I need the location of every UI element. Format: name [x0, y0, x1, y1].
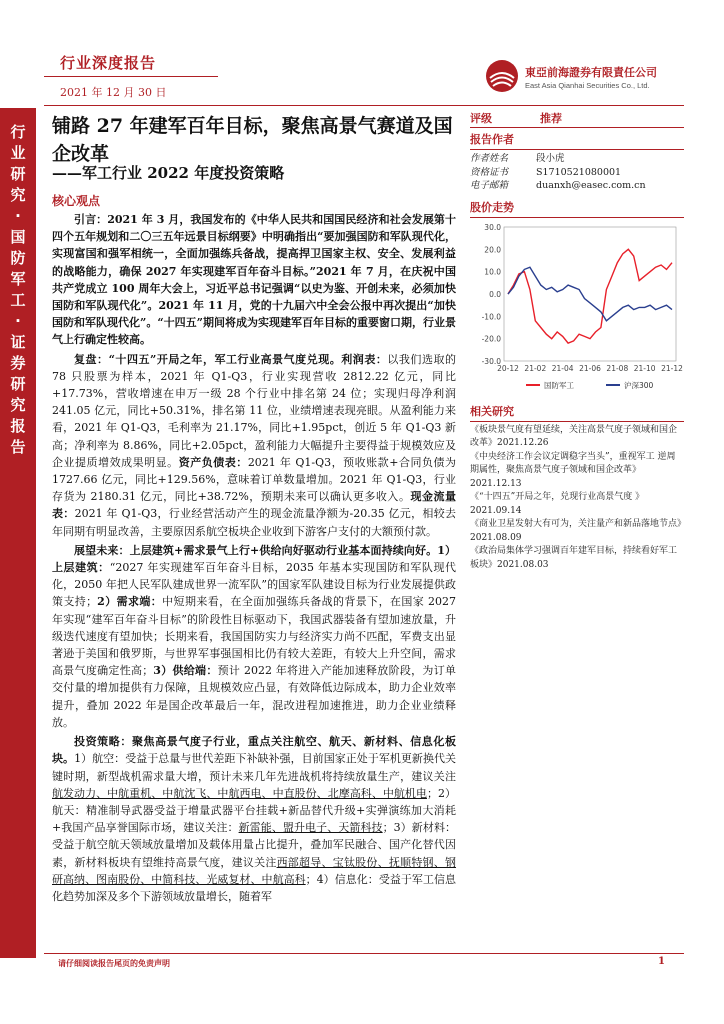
aerospace-text: ；2）航天：精准制导武器受益于增量武器平台挂载+新品替代升级+实弹演练加大消耗+我国产品享誉国际市场，建议关注：	[52, 786, 456, 835]
strategy-paragraph	[52, 733, 456, 905]
sidebar-char: 防	[10, 249, 26, 267]
author-info	[470, 150, 684, 193]
y-tick-label: 10.0	[484, 267, 501, 277]
report-title: 铺路 27 年建军百年目标，聚焦高景气赛道及国企改革	[52, 115, 453, 165]
stock-chart	[470, 221, 684, 400]
x-tick-label: 21-12	[661, 363, 683, 373]
supply-text: 预计 2022 年将进入产能加速释放阶段，为订单交付量的增加提供有力保障，且规模效应凸显，有效降低边际成本，助力企业效率提升，叠加 2022 年是国企改革最后一年，混改进程加速推进，助力企业业绩释放。	[52, 664, 456, 729]
company-name-cn: 東亞前海證券有限責任公司	[525, 66, 657, 79]
report-type-tag: 行业深度报告	[60, 54, 157, 72]
series-line-defense	[508, 249, 672, 343]
related-list	[470, 424, 684, 573]
author-name-row	[470, 152, 684, 166]
main-body	[52, 211, 456, 907]
header-divider	[44, 76, 218, 77]
author-email-link[interactable]: duanxh@easec.com.cn	[536, 180, 646, 191]
sidebar-char: 研	[10, 165, 26, 183]
y-tick-label: -30.0	[481, 356, 501, 366]
related-item[interactable]: 《板块景气度有望延续，关注高景气度子领域和国企改革》2021.12.26	[470, 424, 678, 448]
sidebar-char: 行	[10, 123, 26, 141]
report-subtitle: ——军工行业 2022 年度投资策略	[52, 164, 285, 182]
income-text: 以我们选取的 78 只股票为样本，2021 年 Q1-Q3，行业实现营收 2812.22 亿元，同比+17.73%，营收增速在申万一级 28 个行业中排名第 24 位；实现归母净利润 241.05 亿元，同比+50.31%，排名第 11 位，业绩增速表现亮眼。从盈利能力来看，2021 年 Q1-Q3，毛利率为 21.17%，同比+1.95pct，创近 5 年 Q1-Q3 新高；净利率为 8.86%，同比+2.05pct，盈利能力大幅提升主要得益于规模效应及企业提质增效成果明显。	[52, 352, 457, 469]
sidebar-char: 证	[10, 333, 26, 351]
y-tick-label: 20.0	[484, 244, 501, 254]
footer-rule	[44, 953, 684, 954]
aviation-text: 1）航空：受益于总量与世代差距下补缺补强，目前国家正处于军机更新换代关键时期，新型战机需求量大增，预计未来几年先进战机将持续放量生产，建议关注	[52, 752, 457, 783]
cashflow-text: 2021 年 Q1-Q3，行业经营活动产生的现金流量净额为-20.35 亿元，相较去年同期有明显改善，主要原因系航空板块企业收到下游客户支付的大额预付款。	[52, 507, 456, 538]
legend-label: 国防军工	[544, 380, 574, 390]
series-line-csi300	[508, 267, 672, 321]
demand-heading: 2）需求端：	[97, 595, 163, 609]
balance-heading: 资产负债表：	[178, 455, 248, 469]
sidebar-char: 究	[10, 186, 26, 204]
report-date: 2021 年 12 月 30 日	[60, 86, 167, 99]
x-tick-label: 21-06	[579, 363, 601, 373]
x-tick-label: 21-04	[551, 363, 574, 373]
balance-text: 2021 年 Q1-Q3，预收账款+合同负债为 1727.66 亿元，同比+129.56%，意味着订单数量增加。2021 年 Q1-Q3，行业存货为 2180.31 亿元，同比+38.72%，预期未来可以确认更多收入。	[52, 455, 457, 504]
company-name-en: East Asia Qianhai Securities Co., Ltd.	[525, 81, 650, 90]
page-number: 1	[658, 956, 665, 967]
author-section-heading: 报告作者	[470, 128, 684, 150]
rating-value: 推荐	[540, 112, 562, 125]
chart-frame	[504, 227, 676, 361]
outlook-heading: 展望未来：上层建筑+需求景气上行+供给向好驱动行业基本面持续向好。1）上层建筑：	[52, 543, 456, 575]
x-tick-label: 21-08	[606, 363, 629, 373]
sidebar-char: 究	[10, 396, 26, 414]
sidebar-char: ·	[15, 312, 21, 330]
aviation-stocks: 航发动力、中航重机、中航沈飞、中航西电、中直股份、北摩高科、中航机电	[52, 786, 427, 800]
legend-label: 沪深300	[624, 380, 654, 390]
author-name-key: 作者姓名	[470, 153, 509, 164]
related-item[interactable]: 《政治局集体学习强调百年建军目标，持续看好军工板块》2021.08.03	[470, 546, 678, 570]
related-item[interactable]: 《中央经济工作会议定调稳字当头”，重视军工 逆周期属性，聚焦高景气度子领域和国企改革》2021.12.13	[470, 451, 676, 489]
strategy-heading: 投资策略：聚焦高景气度子行业，重点关注航空、航天、新材料、信息化板块。	[52, 735, 456, 766]
policy-text: “2027 年实现建军百年奋斗目标，2035 年基本实现国防和军队现代化，2050 年把人民军队建成世界一流军队”的国家军队建设目标为行业发展提供政策支持；	[52, 561, 456, 609]
author-cert-row	[470, 166, 684, 180]
y-tick-label: -10.0	[481, 311, 501, 321]
related-section-heading: 相关研究	[470, 400, 684, 422]
author-cert-value: S1710521080001	[536, 166, 622, 178]
sidebar-char: 国	[10, 228, 26, 246]
aerospace-stocks: 新雷能、盟升电子、天箭科技	[238, 821, 383, 835]
author-cert-key: 资格证书	[470, 166, 509, 178]
sidebar-char: 券	[10, 354, 26, 372]
rating-row	[470, 106, 684, 128]
sidebar-char: 告	[10, 438, 26, 456]
sidebar-char: 工	[10, 291, 26, 309]
supply-heading: 3）供给端：	[153, 664, 218, 678]
x-tick-label: 21-10	[633, 363, 656, 373]
intro-text: 引言：2021 年 3 月，我国发布的《中华人民共和国国民经济和社会发展第十四个五年规划和二〇三五年远景目标纲要》中明确指出“要加强国防和军队现代化，实现富国和强军相统一，全面加强练兵备战，提高捍卫国家主权、安全、发展利益的战略能力，确保 2027 年实现建军百年奋斗目标。”2021 年 7 月，在庆祝中国共产党成立 100 周年大会上，习近平总书记强调“以史为鉴、开创未来，必须加快国防和军队现代化”。2021 年 11 月，党的十九届六中全会公报中再次提出“加快国防和军队现代化”。“十四五”期间将成为实现建军百年目标的重要窗口期，行业景气上行确定性较高。	[52, 213, 456, 347]
review-heading: 复盘：“十四五”开局之年，军工行业高景气度兑现。利润表：	[74, 352, 388, 366]
sidebar-char: 业	[10, 144, 26, 162]
x-tick-label: 21-02	[524, 363, 547, 373]
y-tick-label: 0.0	[489, 289, 501, 299]
author-email-key: 电子邮箱	[470, 180, 509, 191]
sidebar-char: 军	[10, 270, 26, 288]
cashflow-heading: 现金流量表：	[52, 490, 457, 521]
materials-stocks: 西部超导、宝钛股份、抚顺特钢、钢研高纳、图南股份、中简科技、光威复材、中航高科	[52, 855, 457, 886]
sidebar-char: 报	[10, 417, 26, 435]
y-tick-label: 30.0	[484, 222, 501, 232]
outlook-paragraph	[52, 542, 456, 731]
related-item[interactable]: 《商业卫星发射大有可为，关注量产和新品落地节点》2021.08.09	[470, 519, 682, 543]
right-column	[470, 106, 684, 572]
core-view-heading: 核心观点	[52, 194, 101, 208]
demand-text: 中短期来看，在全面加强练兵备战的背景下，在国家 2027 年实现“建军百年奋斗目标”的阶段性目标驱动下，我国武器装备有望加速放量，升级迭代速度有望加快；长期来看，我国国防实力与经济实力尚不匹配，军费支出显著逊于美国和俄罗斯，与世界军事强国相比仍有较大差距，有较大上升空间，需求高景气度确定性高；	[52, 595, 457, 678]
company-logo-icon	[484, 58, 520, 94]
info-text: ；4）信息化：受益于军工信息化趋势加深及多个下游领域放量增长，随着军	[52, 872, 456, 903]
author-name-value: 段小虎	[536, 153, 565, 164]
related-item[interactable]: 《“十四五”开局之年，兑现行业高景气度 》2021.09.14	[470, 492, 645, 516]
stock-chart-svg	[470, 221, 684, 396]
sidebar-char: 研	[10, 375, 26, 393]
sidebar-char: ·	[15, 207, 21, 225]
chart-section-heading: 股价走势	[470, 196, 684, 218]
materials-text: ；3）新材料：受益于航空航天领域放量增加及载体用量占比提升，叠加军民融合、国产化替代因素，新材料板块有望维持高景气度，建议关注	[52, 821, 457, 869]
review-paragraph	[52, 351, 456, 540]
x-tick-label: 20-12	[497, 363, 519, 373]
author-email-row	[470, 179, 684, 193]
rating-label: 评级	[470, 112, 492, 125]
disclaimer-note: 请仔细阅读报告尾页的免责声明	[58, 958, 170, 968]
sidebar-label	[0, 122, 36, 458]
y-tick-label: -20.0	[481, 334, 501, 344]
intro-paragraph	[52, 211, 456, 349]
